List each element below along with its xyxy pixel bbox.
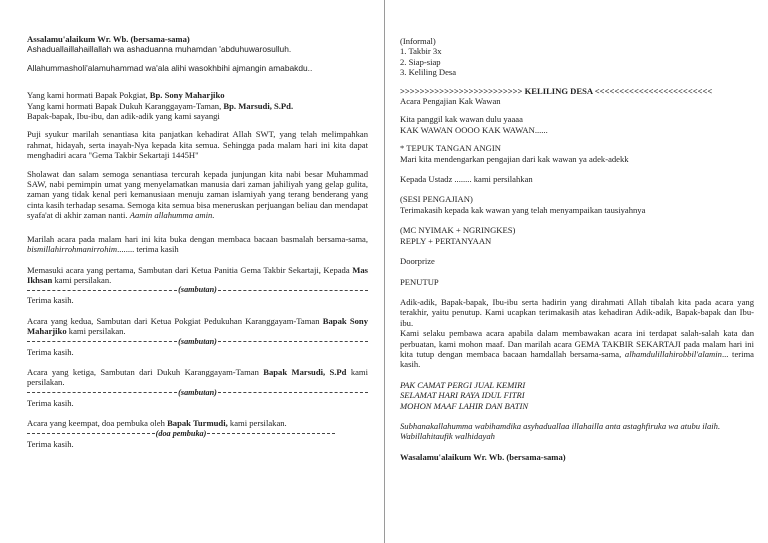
dash-line	[218, 290, 368, 291]
mc-heading: (MC NYIMAK + NGRINGKES)	[400, 225, 516, 236]
acara-1-post: kami persilakan.	[54, 274, 112, 285]
pengajian-title: Acara Pengajian Kak Wawan	[400, 96, 501, 107]
penutup-paragraph-1: Adik-adik, Bapak-bapak, Ibu-ibu serta hadirin yang dirahmati Allah tibalah kita pada acara yang terakhir, yaitu penutup. Kami ucapkan terimakasih atas kehadiran Adik-adik, Bapak-bapak dan Ibu-ibu.	[400, 296, 754, 328]
sesi-desc: Terimakasih kepada kak wawan yang telah menyampaikan tausiyahnya	[400, 204, 646, 215]
informal-label: (Informal)	[400, 36, 436, 46]
sesi-heading: (SESI PENGAJIAN)	[400, 194, 473, 205]
acara-4-text: Acara yang keempat, doa pembuka oleh	[27, 418, 165, 429]
panggil-line-1: Kita panggil kak wawan dulu yaaaa	[400, 114, 523, 125]
penutup-heading: PENUTUP	[400, 276, 439, 287]
acara-3-name: Bapak Marsudi, S.Pd	[263, 366, 347, 377]
acara-1-name: Mas Ikhsan	[27, 264, 368, 285]
honor-line-1	[27, 90, 368, 100]
acara-2-text: Acara yang kedua, Sambutan dari Ketua Pokgiat Pedukuhan Karanggayam-Taman	[27, 315, 320, 326]
honor-line-3: Bapak-bapak, Ibu-ibu, dan adik-adik yang kami sayangi	[27, 111, 220, 122]
thanks-3: Terima kasih.	[27, 397, 74, 408]
doa-divider	[27, 429, 335, 439]
tepuk-heading: * TEPUK TANGAN ANGIN	[400, 143, 501, 154]
dash-line	[27, 433, 155, 434]
step-1: 1. Takbir 3x	[400, 46, 442, 57]
ustadz-line: Kepada Ustadz ........ kami persilahkan	[400, 174, 533, 185]
dash-line	[27, 341, 177, 342]
reply-line: REPLY + PERTANYAAN	[400, 235, 492, 246]
acara-2-post: kami persilakan.	[68, 326, 126, 337]
syukur-paragraph: Puji syukur marilah senantiasa kita panjatkan kehadirat Allah SWT, yang telah melimpahkan rahmat, hidayah, serta inayah-Nya kepada kita semua. Sehingga pada malam hari ini kita dapat menghadiri acara "Gema Takbir Sekartaji 1445H"	[27, 129, 368, 161]
acara-3-text: Acara yang ketiga, Sambutan dari Dukuh Karanggayam-Taman	[27, 366, 259, 377]
acara-2-name: Bapak Sony Maharjiko	[27, 315, 369, 337]
arabic-line-1: Ashaduallaillahaillallah wa ashaduanna muhamdan 'abduhuwarosulluh.	[27, 44, 292, 55]
dash-line	[218, 341, 368, 342]
honor-1-name: Bp. Sony Maharjiko	[149, 90, 225, 101]
basmalah-paragraph	[27, 234, 368, 255]
opening-greeting: Assalamu'alaikum Wr. Wb. (bersama-sama)	[27, 34, 190, 44]
penutup-2-text: Kami selaku pembawa acara apabila dalam membawakan acara ini terdapat salah-salah kata dan perbuatan, kami mohon maaf. Dan marilah acara GEMA TAKBIR SEKARTAJI pada malam hari ini kita tutup dengan membaca bacaan hamdallah bersama-sama,	[400, 328, 754, 359]
sholawat-paragraph	[27, 169, 368, 221]
thanks-4: Terima kasih.	[27, 438, 74, 449]
sholawat-text: Sholawat dan salam semoga senantiasa tercurah kepada junjungan kita nabi besar Muhammad SAW, nabi pemimpin umat yang menyelamatkan manusia dari zaman jahiliyah yang gelap gulita, zaman yang tidak kenal peri kemanusiaan menuju zaman islamiyah yang terang benderang yang cinta kasih terhadap sesama. Semoga kita semua bisa meneruskan perjuangan beliau dan mendapat syafa'at di akhir zaman nanti.	[27, 168, 368, 221]
step-3: 3. Keliling Desa	[400, 67, 457, 78]
dash-line	[207, 433, 335, 434]
pantun-line-1: PAK CAMAT PERGI JUAL KEMIRI	[400, 379, 526, 390]
acara-2-paragraph	[27, 316, 368, 337]
basmalah-end: ........ terima kasih	[117, 244, 179, 255]
sholawat-amin: Aamin allahumma amin.	[129, 210, 215, 221]
pantun-line-2: SELAMAT HARI RAYA IDUL FITRI	[400, 390, 525, 401]
acara-4-post: kami persilakan.	[229, 418, 287, 429]
divider-label: (sambutan)	[178, 387, 217, 397]
acara-3-paragraph	[27, 367, 368, 388]
dash-line	[27, 290, 177, 291]
honor-2-text: Yang kami hormati Bapak Dukuh Karanggayam-Taman,	[27, 100, 222, 111]
pantun-line-3: MOHON MAAF LAHIR DAN BATIN	[400, 400, 529, 411]
keliling-desa-heading: >>>>>>>>>>>>>>>>>>>>>>>>> KELILING DESA <<<<<<<<<<<<<<<<<<<<<<<<	[400, 85, 713, 96]
step-2: 2. Siap-siap	[400, 56, 441, 67]
basmalah-text: Marilah acara pada malam hari ini kita buka dengan membaca bacaan basmalah bersama-sama,	[27, 233, 368, 244]
penutup-italic: alhamdulillahirobbil'alamin	[624, 348, 722, 359]
acara-3-post: kami persilakan.	[27, 366, 368, 388]
acara-1-text: Memasuki acara yang pertama, Sambutan dari Ketua Panitia Gema Takbir Sekartaji, Kepada	[27, 264, 350, 275]
doorprize-line: Doorprize	[400, 256, 435, 267]
divider-label: (doa pembuka)	[155, 428, 207, 438]
closing-salam: Wasalamu'alaikum Wr. Wb. (bersama-sama)	[400, 451, 566, 462]
acara-4-name: Bapak Turmudi,	[167, 418, 228, 429]
thanks-1: Terima kasih.	[27, 295, 74, 306]
thanks-2: Terima kasih.	[27, 346, 74, 357]
panggil-line-2: KAK WAWAN OOOO KAK WAWAN......	[400, 124, 548, 135]
tepuk-desc: Mari kita mendengarkan pengajian dari kak wawan ya adek-adekk	[400, 153, 629, 164]
penutup-paragraph-2	[400, 328, 754, 370]
page-divider	[384, 0, 385, 543]
sambutan-divider-1	[27, 285, 368, 295]
sambutan-divider-2	[27, 337, 368, 347]
honor-line-2	[27, 101, 368, 111]
divider-label: (sambutan)	[178, 336, 217, 346]
basmalah-italic: bismillahirrohmanirrohim	[27, 244, 118, 255]
acara-1-paragraph	[27, 265, 368, 286]
arabic-line-2: Allahummasholi'alamuhammad wa'ala alihi wasokhbihi ajmangin amabakdu..	[27, 62, 313, 73]
penutup-end: ... terima kasih.	[400, 348, 755, 370]
acara-4-paragraph	[27, 418, 368, 428]
closing-prayer: Subhanakallahumma wabihamdika asyhaduallaa illahailla anta astaghfiruka wa atubu ilaih. Wabillahitaufik walhidayah	[400, 420, 721, 442]
sambutan-divider-3	[27, 388, 368, 398]
dash-line	[27, 392, 177, 393]
divider-label: (sambutan)	[178, 285, 217, 295]
right-page	[386, 0, 768, 543]
honor-1-text: Yang kami hormati Bapak Pokgiat,	[27, 90, 148, 101]
dash-line	[218, 392, 368, 393]
honor-2-name: Bp. Marsudi, S.Pd.	[223, 100, 294, 111]
